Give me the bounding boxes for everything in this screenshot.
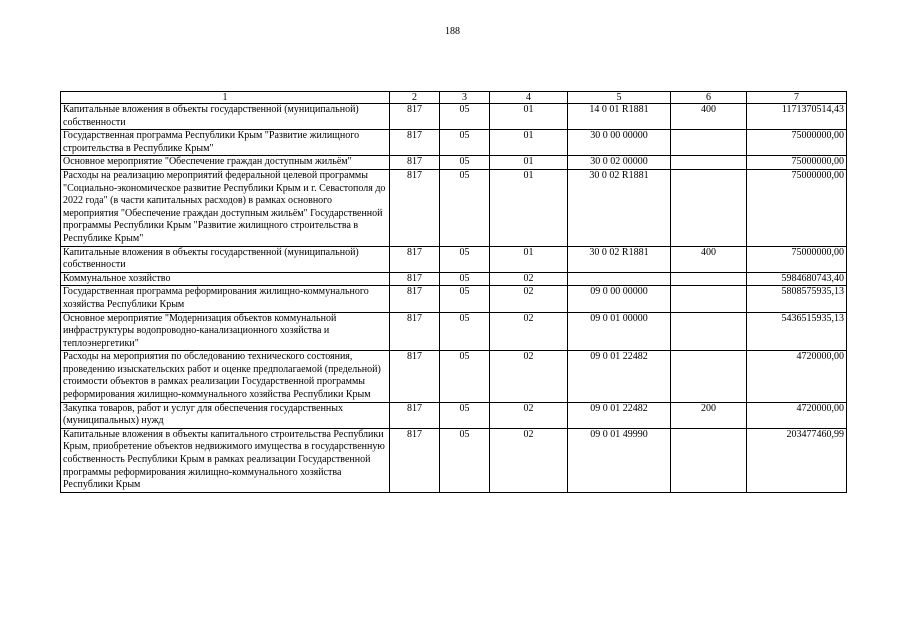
expense-type [671, 428, 747, 492]
target-article: 09 0 01 49990 [568, 428, 671, 492]
budget-table [60, 91, 847, 493]
subsection-code: 02 [490, 351, 568, 402]
page-number: 188 [445, 26, 460, 37]
item-name: Государственная программа реформирования жилищно-коммунального хозяйства Республики Крым [61, 286, 390, 312]
column-header: 7 [747, 92, 847, 104]
subsection-code: 01 [490, 156, 568, 170]
section-code: 05 [440, 104, 490, 130]
section-code: 05 [440, 312, 490, 351]
subsection-code: 02 [490, 286, 568, 312]
subsection-code: 01 [490, 169, 568, 246]
expense-type [671, 286, 747, 312]
section-code: 05 [440, 246, 490, 272]
item-name: Расходы на реализацию мероприятий федеральной целевой программы "Социально-экономическое развитие Республики Крым и г. Севастополя до 2022 года" (в части капитальных расходов) в рамках основного мероприятия "Обеспечение граждан доступным жильём" Государственной программы Республики Крым "Развитие жилищного строительства в Республике Крым" [61, 169, 390, 246]
amount: 75000000,00 [747, 169, 847, 246]
section-code: 05 [440, 272, 490, 286]
item-name: Государственная программа Республики Крым "Развитие жилищного строительства в Республике Крым" [61, 130, 390, 156]
amount: 5984680743,40 [747, 272, 847, 286]
column-header: 5 [568, 92, 671, 104]
item-name: Основное мероприятие "Модернизация объектов коммунальной инфраструктуры водопроводно-канализационного хозяйства и теплоэнергетики" [61, 312, 390, 351]
expense-type: 400 [671, 246, 747, 272]
table-row [61, 130, 847, 156]
amount: 5436515935,13 [747, 312, 847, 351]
table-row [61, 312, 847, 351]
target-article: 30 0 00 00000 [568, 130, 671, 156]
item-name: Основное мероприятие "Обеспечение граждан доступным жильём" [61, 156, 390, 170]
ministry-code: 817 [390, 246, 440, 272]
item-name: Капитальные вложения в объекты государственной (муниципальной) собственности [61, 246, 390, 272]
target-article: 09 0 00 00000 [568, 286, 671, 312]
target-article: 30 0 02 00000 [568, 156, 671, 170]
target-article: 30 0 02 R1881 [568, 169, 671, 246]
ministry-code: 817 [390, 312, 440, 351]
subsection-code: 01 [490, 130, 568, 156]
table-row [61, 169, 847, 246]
amount: 75000000,00 [747, 246, 847, 272]
header-row [61, 92, 847, 104]
subsection-code: 01 [490, 104, 568, 130]
amount: 5808575935,13 [747, 286, 847, 312]
table-row [61, 156, 847, 170]
ministry-code: 817 [390, 272, 440, 286]
expense-type [671, 156, 747, 170]
ministry-code: 817 [390, 104, 440, 130]
table-row [61, 104, 847, 130]
column-header: 6 [671, 92, 747, 104]
section-code: 05 [440, 351, 490, 402]
amount: 1171370514,43 [747, 104, 847, 130]
subsection-code: 02 [490, 312, 568, 351]
table-row [61, 351, 847, 402]
ministry-code: 817 [390, 169, 440, 246]
target-article: 09 0 01 00000 [568, 312, 671, 351]
expense-type [671, 169, 747, 246]
ministry-code: 817 [390, 286, 440, 312]
section-code: 05 [440, 169, 490, 246]
expense-type: 200 [671, 402, 747, 428]
expense-type [671, 272, 747, 286]
table-row [61, 402, 847, 428]
section-code: 05 [440, 286, 490, 312]
item-name: Закупка товаров, работ и услуг для обеспечения государственных (муниципальных) нужд [61, 402, 390, 428]
section-code: 05 [440, 130, 490, 156]
column-header: 3 [440, 92, 490, 104]
subsection-code: 02 [490, 402, 568, 428]
target-article: 14 0 01 R1881 [568, 104, 671, 130]
item-name: Капитальные вложения в объекты государственной (муниципальной) собственности [61, 104, 390, 130]
ministry-code: 817 [390, 130, 440, 156]
table-row [61, 272, 847, 286]
column-header: 2 [390, 92, 440, 104]
amount: 203477460,99 [747, 428, 847, 492]
expense-type [671, 312, 747, 351]
ministry-code: 817 [390, 428, 440, 492]
ministry-code: 817 [390, 156, 440, 170]
target-article: 09 0 01 22482 [568, 351, 671, 402]
table-row [61, 428, 847, 492]
ministry-code: 817 [390, 402, 440, 428]
item-name: Капитальные вложения в объекты капитального строительства Республики Крым, приобретение объектов недвижимого имущества в государственную собственность Республики Крым в рамках реализации Государственной программы реформирования жилищно-коммунального хозяйства Республики Крым [61, 428, 390, 492]
target-article: 09 0 01 22482 [568, 402, 671, 428]
expense-type [671, 351, 747, 402]
section-code: 05 [440, 156, 490, 170]
target-article: 30 0 02 R1881 [568, 246, 671, 272]
table-row [61, 246, 847, 272]
item-name: Коммунальное хозяйство [61, 272, 390, 286]
column-header: 4 [490, 92, 568, 104]
section-code: 05 [440, 428, 490, 492]
amount: 75000000,00 [747, 156, 847, 170]
ministry-code: 817 [390, 351, 440, 402]
target-article [568, 272, 671, 286]
subsection-code: 02 [490, 428, 568, 492]
amount: 4720000,00 [747, 402, 847, 428]
item-name: Расходы на мероприятия по обследованию технического состояния, проведению изыскательских работ и оценке предполагаемой (предельной) стоимости объектов в рамках реализации Государственной программы реформирования жилищно-коммунального хозяйства Республики Крым [61, 351, 390, 402]
table-row [61, 286, 847, 312]
subsection-code: 01 [490, 246, 568, 272]
expense-type: 400 [671, 104, 747, 130]
column-header: 1 [61, 92, 390, 104]
amount: 4720000,00 [747, 351, 847, 402]
section-code: 05 [440, 402, 490, 428]
amount: 75000000,00 [747, 130, 847, 156]
expense-type [671, 130, 747, 156]
subsection-code: 02 [490, 272, 568, 286]
